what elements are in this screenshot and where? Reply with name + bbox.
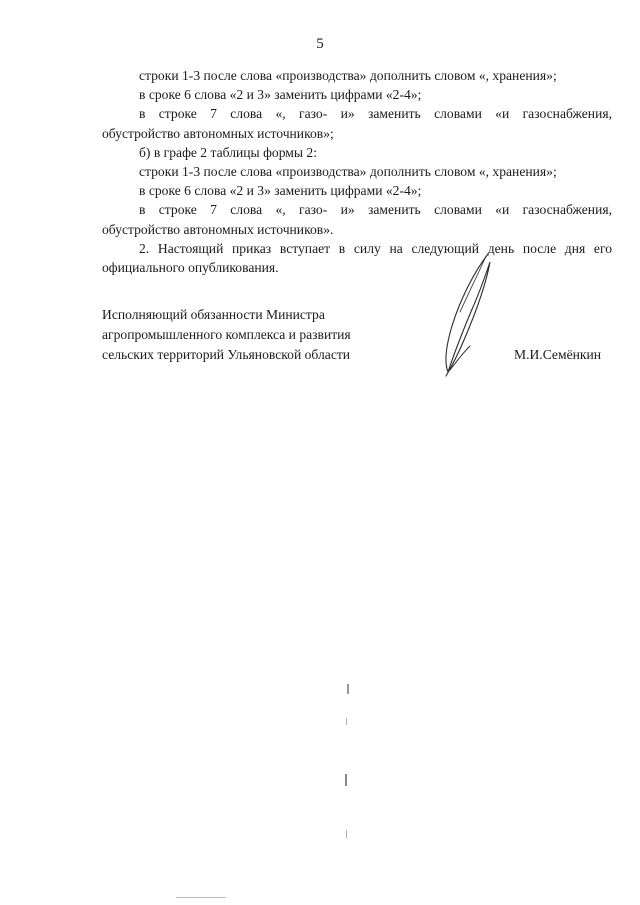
paragraph-line: официального опубликования. bbox=[102, 260, 279, 276]
scan-speck bbox=[176, 897, 226, 898]
paragraph-line: б) в графе 2 таблицы формы 2: bbox=[139, 144, 317, 160]
signatory-position-line: агропромышленного комплекса и развития bbox=[102, 326, 351, 342]
scan-speck bbox=[346, 718, 347, 725]
paragraph-line: строки 1-3 после слова «производства» дополнить словом «, хранения»; bbox=[139, 68, 557, 83]
signatory-position-line: сельских территорий Ульяновской области bbox=[102, 346, 351, 362]
page-number: 5 bbox=[316, 36, 324, 52]
paragraph-line: строки 1-3 после слова «производства» дополнить словом «, хранения»; bbox=[139, 164, 557, 180]
paragraph-line: 2. Настоящий приказ вступает в силу на следующий день после дня его bbox=[139, 240, 612, 256]
signatory-position bbox=[102, 305, 351, 364]
signatory-name: М.И.Семёнкин bbox=[514, 347, 602, 362]
document-body bbox=[102, 66, 612, 277]
paragraph-line: в сроке 6 слова «2 и 3» заменить цифрами «2-4»; bbox=[139, 87, 422, 103]
scan-speck bbox=[345, 774, 347, 786]
paragraph-line: в сроке 6 слова «2 и 3» заменить цифрами «2-4»; bbox=[139, 183, 422, 199]
scan-speck bbox=[346, 830, 347, 838]
handwritten-signature bbox=[430, 250, 510, 380]
scan-speck bbox=[347, 684, 349, 694]
signatory-position-line: Исполняющий обязанности Министра bbox=[102, 307, 325, 322]
paragraph-line: в строке 7 слова «, газо- и» заменить словами «и газоснабжения, bbox=[139, 202, 612, 218]
paragraph-line: обустройство автономных источников»; bbox=[102, 125, 334, 141]
paragraph-line: в строке 7 слова «, газо- и» заменить словами «и газоснабжения, bbox=[139, 106, 612, 122]
paragraph-line: обустройство автономных источников». bbox=[102, 221, 334, 237]
